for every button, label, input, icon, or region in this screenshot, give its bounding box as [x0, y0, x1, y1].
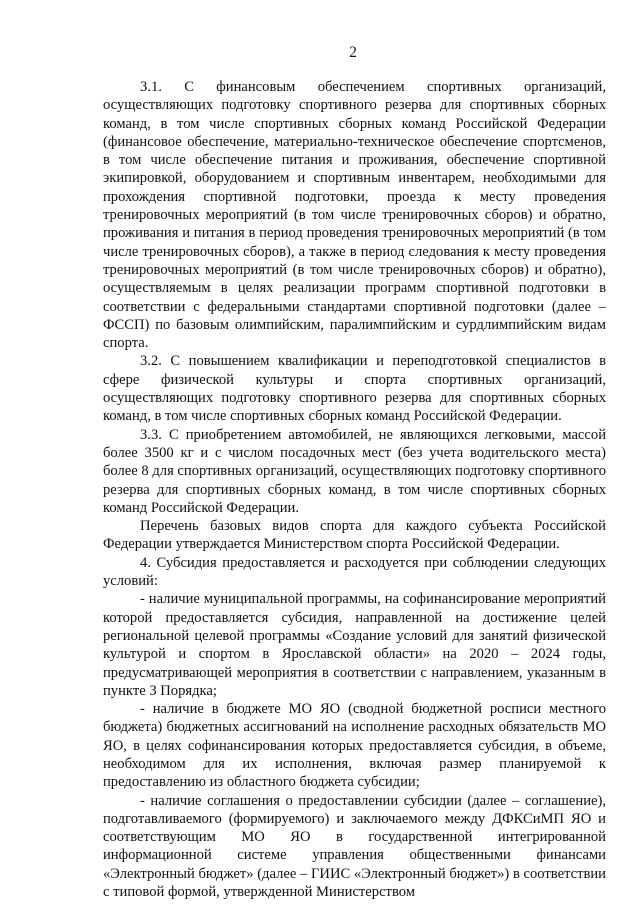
- paragraph-3-3: 3.3. С приобретением автомобилей, не являющихся легковыми, массой более 3500 кг и с числом посадочных мест (без учета водительского места) более 8 для спортивных организаций, осуществляющих подготовку спортивного резерва для спортивных сборных команд, в том числе спортивных сборных команд Российской Федерации.: [103, 426, 606, 516]
- paragraph-4: 4. Субсидия предоставляется и расходуется при соблюдении следующих условий:: [103, 554, 606, 590]
- list-item-municipal-program: - наличие муниципальной программы, на софинансирование мероприятий которой предоставляется субсидия, направленной на достижение целей региональной целевой программы «Создание условий для занятий физической культурой и спортом в Ярославской области» на 2020 – 2024 годы, предусматривающей мероприятия в соответствии с направлением, указанным в пункте 3 Порядка;: [103, 591, 606, 699]
- list-item-agreement: - наличие соглашения о предоставлении субсидии (далее – соглашение), подготавливаемого (формируемого) и заключаемого между ДФКСиМП ЯО и соответствующим МО ЯО в государственной интегрированной информационной системе управления общественными финансами «Электронный бюджет» (далее – ГИИС «Электронный бюджет») в соответствии с типовой формой, утвержденной Министерством: [103, 792, 606, 901]
- paragraph-sports-list: Перечень базовых видов спорта для каждого субъекта Российской Федерации утверждается Министерством спорта Российской Федерации.: [103, 518, 606, 553]
- page-number: 2: [349, 44, 357, 61]
- paragraph-3-1: 3.1. С финансовым обеспечением спортивных организаций, осуществляющих подготовку спортивного резерва для спортивных сборных команд, в том числе спортивных сборных команд Российской Федерации (финансовое обеспечение, материально-техническое обеспечение спортсменов, в том числе обеспечение питания и проживания, обеспечение спортивной экипировкой, оборудованием и спортивным инвентарем, необходимыми для прохождения спортивной подготовки, проезда к месту проведения тренировочных мероприятий (в том числе тренировочных сборов) и обратно, проживания и питания в период проведения тренировочных мероприятий (в том числе тренировочных сборов), а также в период следования к месту проведения тренировочных мероприятий (в том числе тренировочных сборов) и обратно), осуществляемым в целях реализации программ спортивной подготовки в соответствии с федеральными стандартами спортивной подготовки (далее – ФССП) по базовым олимпийским, паралимпийским и сурдлимпийским видам спорта.: [103, 79, 606, 352]
- paragraph-3-2: 3.2. С повышением квалификации и переподготовкой специалистов в сфере физической культуры и спорта спортивных организаций, осуществляющих подготовку спортивного резерва для спортивных сборных команд, в том числе спортивных сборных команд Российской Федерации.: [103, 353, 606, 425]
- document-body: [103, 78, 606, 901]
- list-item-budget-allocations: - наличие в бюджете МО ЯО (сводной бюджетной росписи местного бюджета) бюджетных ассигнований на исполнение расходных обязательств МО ЯО, в целях софинансирования которых предоставляется субсидия, в объеме, необходимом для их исполнения, включая размер планируемой к предоставлению из областного бюджета субсидии;: [103, 701, 606, 791]
